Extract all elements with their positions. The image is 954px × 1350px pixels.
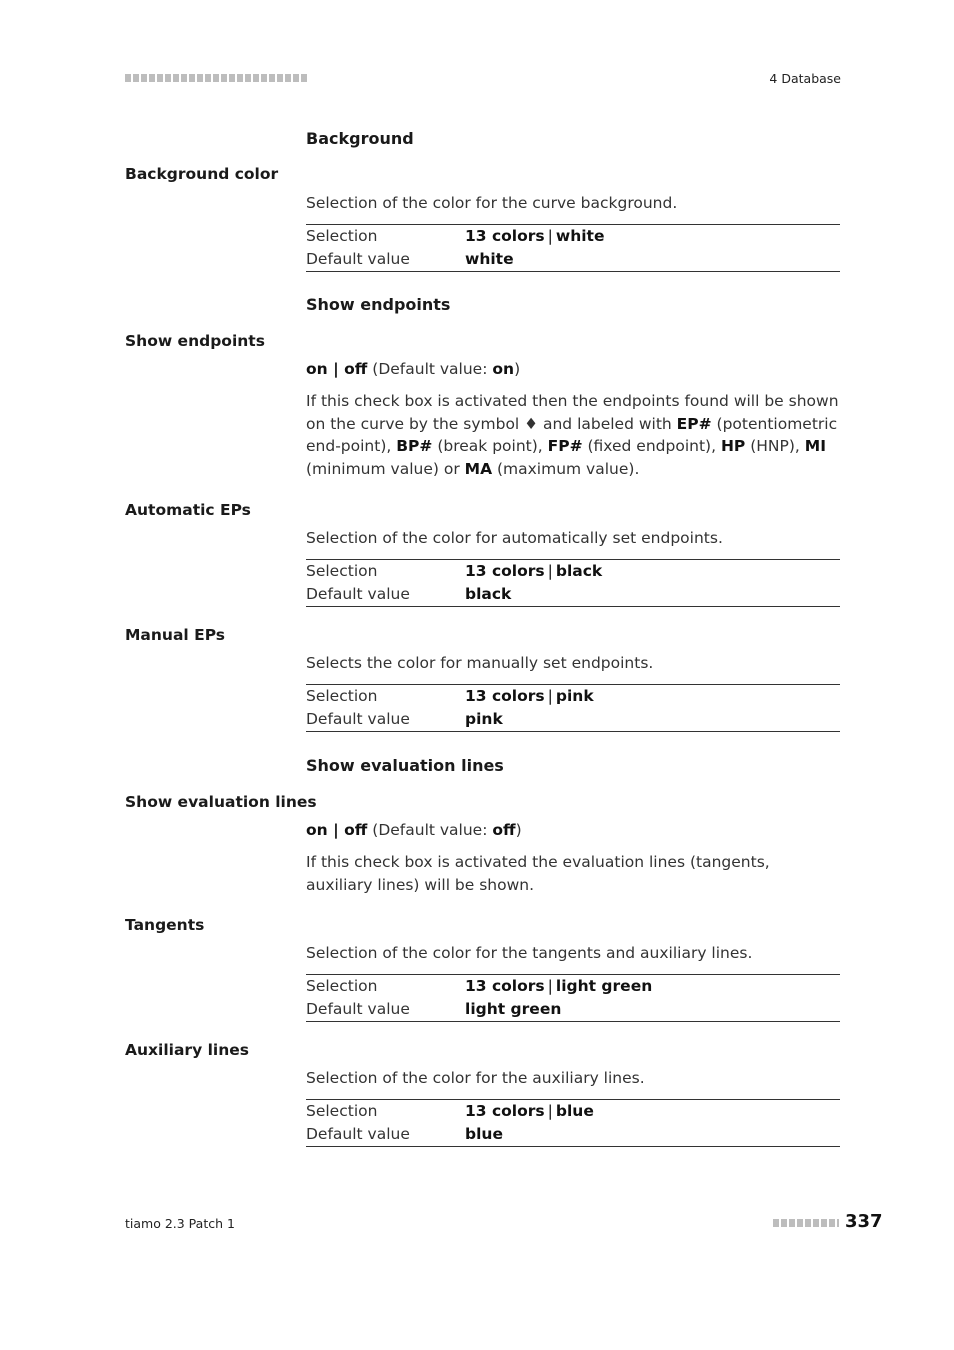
table-row bbox=[306, 583, 840, 606]
table-row bbox=[306, 708, 840, 731]
tangents-table bbox=[306, 974, 840, 1022]
param-automatic-eps: Automatic EPs bbox=[125, 501, 251, 519]
table-row bbox=[306, 1123, 840, 1146]
table-row bbox=[306, 248, 840, 271]
manual-eps-description: Selects the color for manually set endpoints. bbox=[306, 654, 654, 672]
section-title-show-endpoints: Show endpoints bbox=[306, 295, 451, 314]
param-auxiliary-lines: Auxiliary lines bbox=[125, 1041, 249, 1059]
param-show-endpoints: Show endpoints bbox=[125, 332, 265, 350]
automatic-eps-table bbox=[306, 559, 840, 607]
show-evaluation-lines-description: If this check box is activated the evaluation lines (tangents, auxiliary lines) will be shown. bbox=[306, 853, 770, 894]
selection-label: Selection bbox=[306, 562, 378, 580]
table-row bbox=[306, 685, 840, 708]
selection-value: 13 colors | pink bbox=[465, 687, 594, 705]
table-row bbox=[306, 560, 840, 583]
show-endpoints-onoff: on | off (Default value: on) bbox=[306, 360, 521, 378]
table-row bbox=[306, 975, 840, 998]
manual-eps-table bbox=[306, 684, 840, 732]
chapter-title: 4 Database bbox=[769, 71, 841, 86]
default-label: Default value bbox=[306, 1000, 410, 1018]
background-color-description: Selection of the color for the curve background. bbox=[306, 194, 678, 212]
selection-label: Selection bbox=[306, 227, 378, 245]
footer-decoration bbox=[773, 1219, 839, 1227]
selection-label: Selection bbox=[306, 977, 378, 995]
page-number: 337 bbox=[845, 1211, 883, 1232]
auxiliary-lines-table bbox=[306, 1099, 840, 1147]
section-title-background: Background bbox=[306, 129, 414, 148]
default-label: Default value bbox=[306, 585, 410, 603]
default-label: Default value bbox=[306, 710, 410, 728]
default-value: black bbox=[465, 585, 512, 603]
param-background-color: Background color bbox=[125, 165, 279, 183]
param-manual-eps: Manual EPs bbox=[125, 626, 226, 644]
show-endpoints-description: If this check box is activated then the endpoints found will be shown on the curve by the symbol ♦ and labeled with EP# (potentiometric end-point), BP# (break point), FP# (fixed endpoint), HP (HNP), MI (minimum value) or MA (maximum value). bbox=[306, 392, 839, 478]
default-value: white bbox=[465, 250, 514, 268]
footer-product: tiamo 2.3 Patch 1 bbox=[125, 1216, 235, 1231]
header-decoration bbox=[125, 74, 307, 82]
section-title-show-evaluation-lines: Show evaluation lines bbox=[306, 756, 504, 775]
param-tangents: Tangents bbox=[125, 916, 205, 934]
table-row bbox=[306, 998, 840, 1021]
table-row bbox=[306, 1100, 840, 1123]
show-evaluation-lines-onoff: on | off (Default value: off) bbox=[306, 821, 522, 839]
selection-value: 13 colors | white bbox=[465, 227, 605, 245]
default-value: pink bbox=[465, 710, 503, 728]
table-row bbox=[306, 225, 840, 248]
default-label: Default value bbox=[306, 250, 410, 268]
selection-value: 13 colors | black bbox=[465, 562, 603, 580]
default-value: blue bbox=[465, 1125, 503, 1143]
automatic-eps-description: Selection of the color for automatically set endpoints. bbox=[306, 529, 723, 547]
background-color-table bbox=[306, 224, 840, 272]
auxiliary-lines-description: Selection of the color for the auxiliary lines. bbox=[306, 1069, 645, 1087]
selection-label: Selection bbox=[306, 687, 378, 705]
selection-value: 13 colors | blue bbox=[465, 1102, 594, 1120]
default-value: light green bbox=[465, 1000, 562, 1018]
selection-label: Selection bbox=[306, 1102, 378, 1120]
selection-value: 13 colors | light green bbox=[465, 977, 653, 995]
param-show-evaluation-lines: Show evaluation lines bbox=[125, 793, 317, 811]
tangents-description: Selection of the color for the tangents and auxiliary lines. bbox=[306, 944, 753, 962]
default-label: Default value bbox=[306, 1125, 410, 1143]
